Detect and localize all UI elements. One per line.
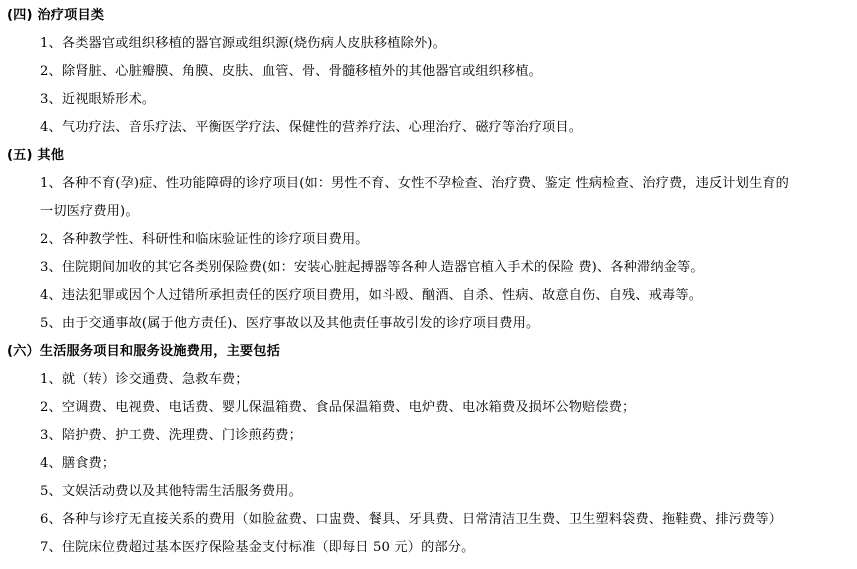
list-item: 6、各种与诊疗无直接关系的费用（如脸盆费、口盅费、餐具、牙具费、日常清洁卫生费、卫生塑料袋费、拖鞋费、排污费等） <box>40 512 783 527</box>
list-item: 1、各类器官或组织移植的器官源或组织源(烧伤病人皮肤移植除外)。 <box>40 36 446 51</box>
list-item: 5、文娱活动费以及其他特需生活服务费用。 <box>40 484 302 499</box>
list-item: 1、就（转）诊交通费、急救车费； <box>40 372 249 387</box>
list-item: 4、膳食费； <box>40 456 116 471</box>
list-item: 1、各种不育(孕)症、性功能障碍的诊疗项目(如：男性不育、女性不孕检查、治疗费、鉴定 性病检查、治疗费，违反计划生育的 <box>40 176 789 191</box>
list-item: 3、陪护费、护工费、洗理费、门诊煎药费； <box>40 428 302 443</box>
list-item: 4、违法犯罪或因个人过错所承担责任的医疗项目费用，如斗殴、酗酒、自杀、性病、故意自伤、自残、戒毒等。 <box>40 288 703 303</box>
section-heading-other: (五) 其他 <box>7 148 65 163</box>
list-item: 5、由于交通事故(属于他方责任)、医疗事故以及其他责任事故引发的诊疗项目费用。 <box>40 316 540 331</box>
list-item: 3、住院期间加收的其它各类别保险费(如：安装心脏起搏器等各种人造器官植入手术的保险 费)、各种滞纳金等。 <box>40 260 704 275</box>
section-heading-living-services: (六）生活服务项目和服务设施费用，主要包括 <box>7 344 280 359</box>
list-item: 2、各种教学性、科研性和临床验证性的诊疗项目费用。 <box>40 232 369 247</box>
list-item: 4、气功疗法、音乐疗法、平衡医学疗法、保健性的营养疗法、心理治疗、磁疗等治疗项目。 <box>40 120 583 135</box>
list-item: 3、近视眼矫形术。 <box>40 92 156 107</box>
list-item: 2、除肾脏、心脏瓣膜、角膜、皮肤、血管、骨、骨髓移植外的其他器官或组织移植。 <box>40 64 543 79</box>
list-item: 7、住院床位费超过基本医疗保险基金支付标准（即每日 50 元）的部分。 <box>40 540 475 555</box>
list-item: 2、空调费、电视费、电话费、婴儿保温箱费、食品保温箱费、电炉费、电冰箱费及损坏公物赔偿费； <box>40 400 636 415</box>
list-item-continuation: 一切医疗费用)。 <box>40 204 139 219</box>
section-heading-treatment: (四) 治疗项目类 <box>7 8 105 23</box>
